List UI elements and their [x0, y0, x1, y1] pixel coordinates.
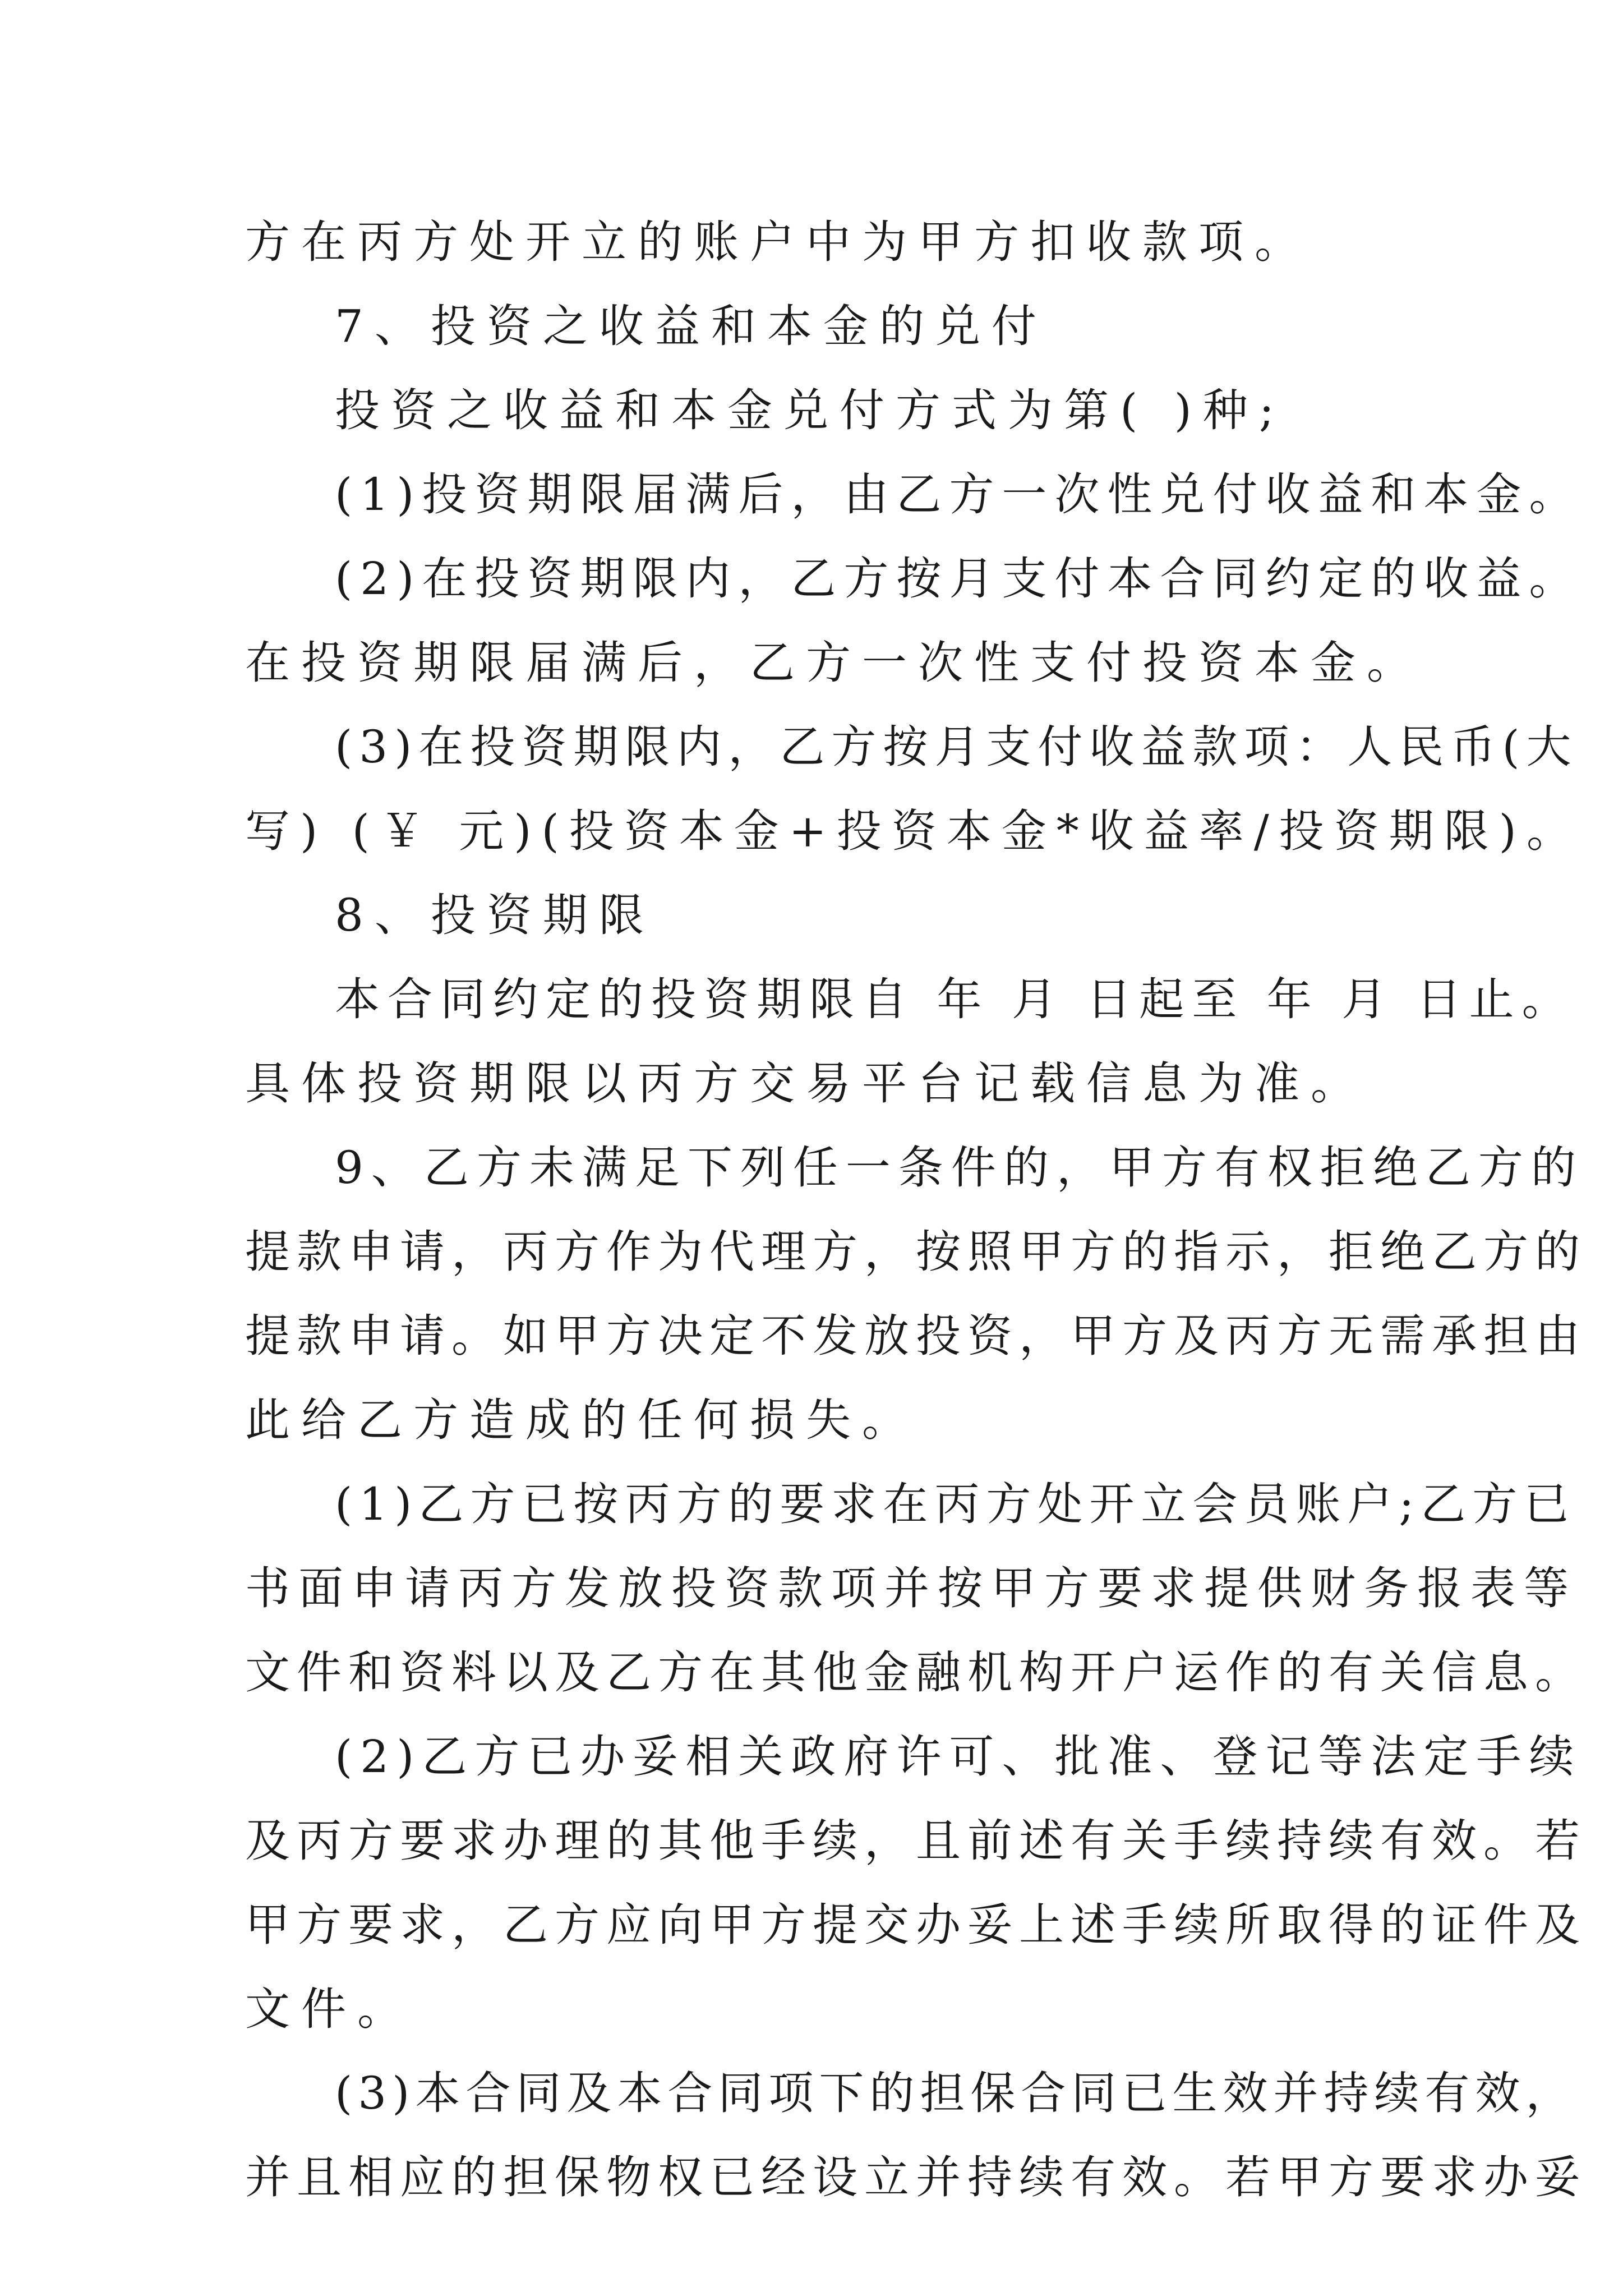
list-item: (2)在投资期限内，乙方按月支付本合同约定的收益。 — [335, 553, 1582, 605]
text-line: 在投资期限届满后，乙方一次性支付投资本金。 — [245, 637, 1423, 689]
text-line: 写) (￥ 元)(投资本金+投资本金*收益率/投资期限)。 — [245, 805, 1581, 857]
text-line: 提款申请。如甲方决定不发放投资，甲方及丙方无需承担由 — [245, 1310, 1587, 1362]
list-item: (2)乙方已办妥相关政府许可、批准、登记等法定手续 — [335, 1731, 1582, 1783]
list-item: (1)投资期限届满后，由乙方一次性兑付收益和本金。 — [335, 468, 1582, 521]
text-line: 文件。 — [245, 1983, 413, 2035]
text-line: 文件和资料以及乙方在其他金融机构开户运作的有关信息。 — [245, 1646, 1587, 1699]
text-line: 书面申请丙方发放投资款项并按甲方要求提供财务报表等 — [245, 1562, 1577, 1614]
list-item: (1)乙方已按丙方的要求在丙方处开立会员账户;乙方已 — [335, 1478, 1576, 1530]
list-item: (3)本合同及本合同项下的担保合同已生效并持续有效， — [335, 2067, 1576, 2119]
text-line: 及丙方要求办理的其他手续，且前述有关手续持续有效。若 — [245, 1815, 1587, 1867]
text-line: 此给乙方造成的任何损失。 — [245, 1394, 918, 1446]
section-heading: 9、乙方未满足下列任一条件的，甲方有权拒绝乙方的 — [335, 1142, 1584, 1194]
text-line: 方在丙方处开立的账户中为甲方扣收款项。 — [245, 216, 1311, 268]
list-item: (3)在投资期限内，乙方按月支付收益款项：人民币(大 — [335, 721, 1578, 773]
text-line: 本合同约定的投资期限自 年 月 日起至 年 月 日止。 — [335, 973, 1575, 1025]
text-line: 投资之收益和本金兑付方式为第( )种; — [335, 384, 1285, 436]
text-line: 提款申请，丙方作为代理方，按照甲方的指示，拒绝乙方的 — [245, 1226, 1587, 1278]
section-heading: 7、投资之收益和本金的兑付 — [335, 300, 1048, 352]
text-line: 具体投资期限以丙方交易平台记载信息为准。 — [245, 1057, 1367, 1110]
section-heading: 8、投资期限 — [335, 889, 655, 941]
text-line: 甲方要求，乙方应向甲方提交办妥上述手续所取得的证件及 — [245, 1899, 1587, 1951]
text-line: 并且相应的担保物权已经设立并持续有效。若甲方要求办妥 — [245, 2151, 1587, 2203]
